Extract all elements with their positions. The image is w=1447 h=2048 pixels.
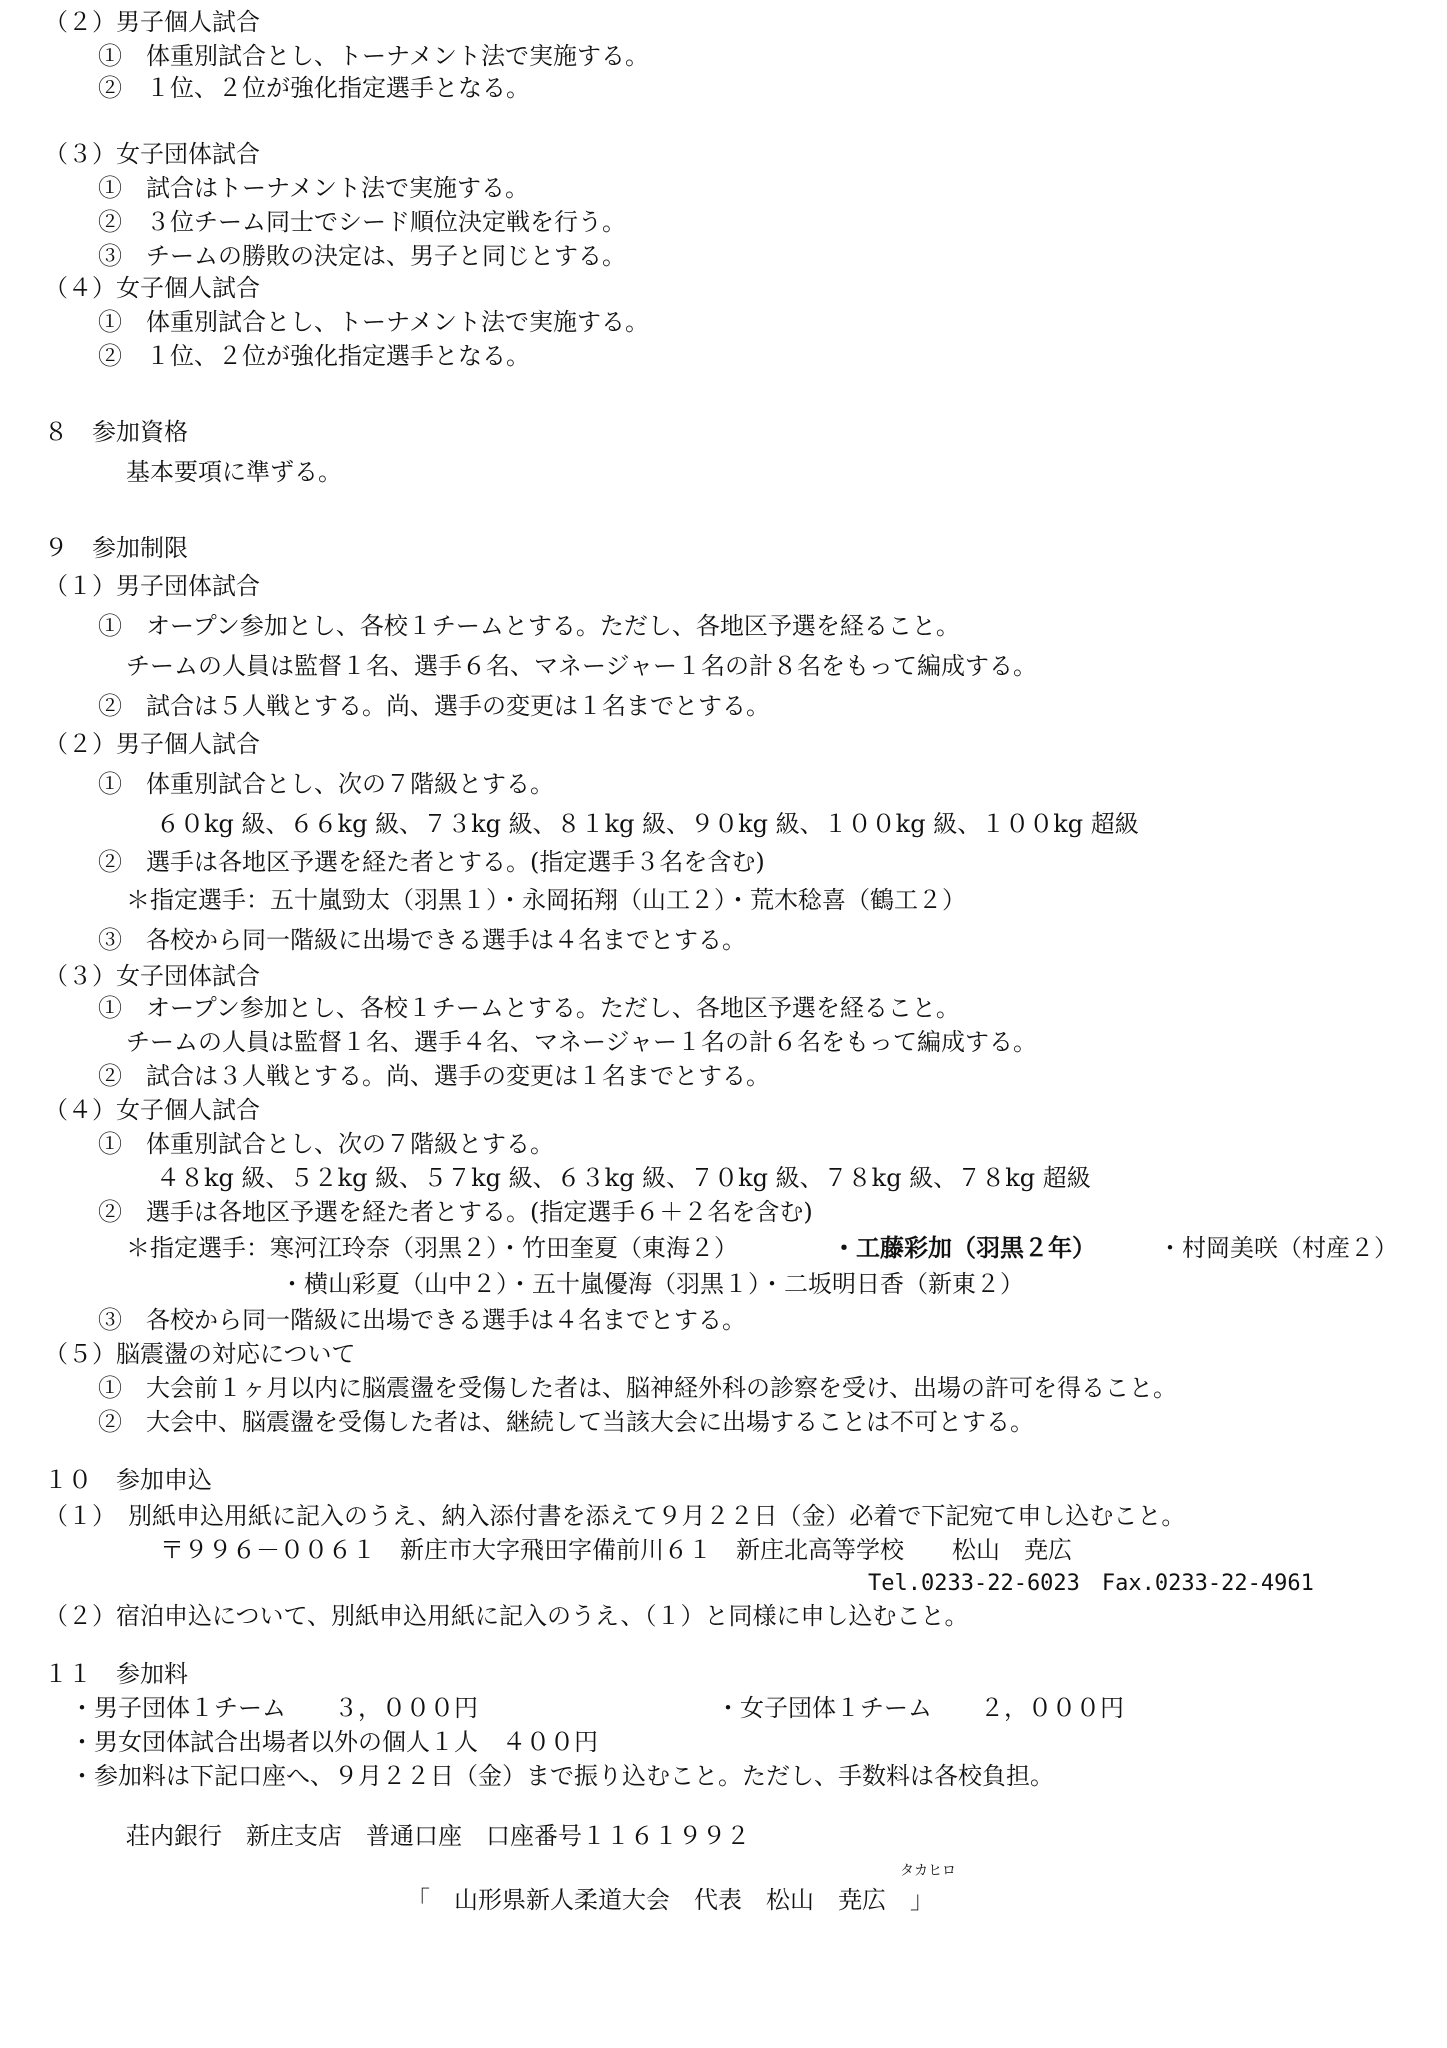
heading-restrictions: ９ 参加制限 (44, 534, 188, 562)
section-girls-individual: （４）女子個人試合 (44, 1096, 260, 1124)
designated-players: ＊指定選手：五十嵐勁太（羽黒１）・永岡拓翔（山工２）・荒木稔喜（鶴工２） (126, 886, 966, 914)
list-item: ③ 各校から同一階級に出場できる選手は４名までとする。 (98, 926, 746, 954)
address-line: 〒９９６－００６１ 新庄市大字飛田字備前川６１ 新庄北高等学校 松山 尭広 (160, 1536, 1072, 1564)
furigana: タカヒロ (900, 1863, 956, 1879)
list-item: ① オープン参加とし、各校１チームとする。ただし、各地区予選を経ること。 (98, 612, 960, 640)
designated-player: ・村岡美咲（村産２） (1158, 1234, 1398, 1262)
list-item: ① オープン参加とし、各校１チームとする。ただし、各地区予選を経ること。 (98, 994, 960, 1022)
list-item: ① 体重別試合とし、トーナメント法で実施する。 (98, 308, 650, 336)
paragraph: 基本要項に準ずる。 (126, 458, 342, 486)
list-item: ② 大会中、脳震盪を受傷した者は、継続して当該大会に出場することは不可とする。 (98, 1408, 1034, 1436)
list-item: ③ 各校から同一階級に出場できる選手は４名までとする。 (98, 1306, 746, 1334)
list-item: ② 試合は５人戦とする。尚、選手の変更は１名までとする。 (98, 692, 770, 720)
heading-eligibility: ８ 参加資格 (44, 418, 188, 446)
fee-item: ・男女団体試合出場者以外の個人１人 ４００円 (70, 1728, 598, 1756)
fee-item: ・参加料は下記口座へ、９月２２日（金）まで振り込むこと。ただし、手数料は各校負担。 (70, 1762, 1054, 1790)
section-concussion: （５）脳震盪の対応について (44, 1340, 356, 1368)
section-girls-team: （３）女子団体試合 (44, 140, 260, 168)
paragraph: チームの人員は監督１名、選手６名、マネージャー１名の計８名をもって編成する。 (126, 652, 1038, 680)
list-item: ② １位、２位が強化指定選手となる。 (98, 342, 530, 370)
list-item: ① 試合はトーナメント法で実施する。 (98, 174, 530, 202)
contact-line: Tel.0233-22-6023 Fax.0233-22-4961 (868, 1571, 1314, 1596)
list-item: ② ３位チーム同士でシード順位決定戦を行う。 (98, 208, 626, 236)
designated-player-bold: ・工藤彩加（羽黒２年） (832, 1234, 1096, 1262)
designated-players: ・横山彩夏（山中２）・五十嵐優海（羽黒１）・二坂明日香（新東２） (280, 1270, 1024, 1298)
heading-application: １０ 参加申込 (44, 1466, 212, 1494)
list-item: ② 選手は各地区予選を経た者とする。(指定選手６＋２名を含む) (98, 1198, 813, 1226)
paragraph: チームの人員は監督１名、選手４名、マネージャー１名の計６名をもって編成する。 (126, 1028, 1038, 1056)
list-item: ③ チームの勝敗の決定は、男子と同じとする。 (98, 242, 626, 270)
section-girls-individual: （４）女子個人試合 (44, 274, 260, 302)
fee-item: ・女子団体１チーム ２，０００円 (716, 1694, 1124, 1722)
list-item: ① 大会前１ヶ月以内に脳震盪を受傷した者は、脳神経外科の診察を受け、出場の許可を得ること。 (98, 1374, 1178, 1402)
list-item: ② １位、２位が強化指定選手となる。 (98, 74, 530, 102)
list-item: ② 選手は各地区予選を経た者とする。(指定選手３名を含む) (98, 848, 765, 876)
fee-item: ・男子団体１チーム ３，０００円 (70, 1694, 478, 1722)
section-boys-team: （１）男子団体試合 (44, 572, 260, 600)
paragraph: （２）宿泊申込について、別紙申込用紙に記入のうえ、（１）と同様に申し込むこと。 (44, 1602, 969, 1630)
account-holder: 「 山形県新人柔道大会 代表 松山 尭広 」 (406, 1886, 934, 1914)
list-item: ② 試合は３人戦とする。尚、選手の変更は１名までとする。 (98, 1062, 770, 1090)
weight-classes: ４８kg 級、５２kg 級、５７kg 級、６３kg 級、７０kg 級、７８kg 級、７８kg 超級 (156, 1164, 1091, 1192)
weight-classes: ６０kg 級、６６kg 級、７３kg 級、８１kg 級、９０kg 級、１００kg 級、１００kg 超級 (156, 810, 1139, 838)
bank-account: 荘内銀行 新庄支店 普通口座 口座番号１１６１９９２ (126, 1822, 750, 1850)
heading-fees: １１ 参加料 (44, 1660, 188, 1688)
designated-players: ＊指定選手：寒河江玲奈（羽黒２）・竹田奎夏（東海２） (126, 1234, 738, 1262)
list-item: ① 体重別試合とし、次の７階級とする。 (98, 1130, 554, 1158)
paragraph: （１） 別紙申込用紙に記入のうえ、納入添付書を添えて９月２２日（金）必着で下記宛て申し込むこと。 (44, 1502, 1186, 1530)
section-girls-team: （３）女子団体試合 (44, 962, 260, 990)
section-boys-individual: （２）男子個人試合 (44, 8, 260, 36)
list-item: ① 体重別試合とし、トーナメント法で実施する。 (98, 42, 650, 70)
section-boys-individual: （２）男子個人試合 (44, 730, 260, 758)
list-item: ① 体重別試合とし、次の７階級とする。 (98, 770, 554, 798)
